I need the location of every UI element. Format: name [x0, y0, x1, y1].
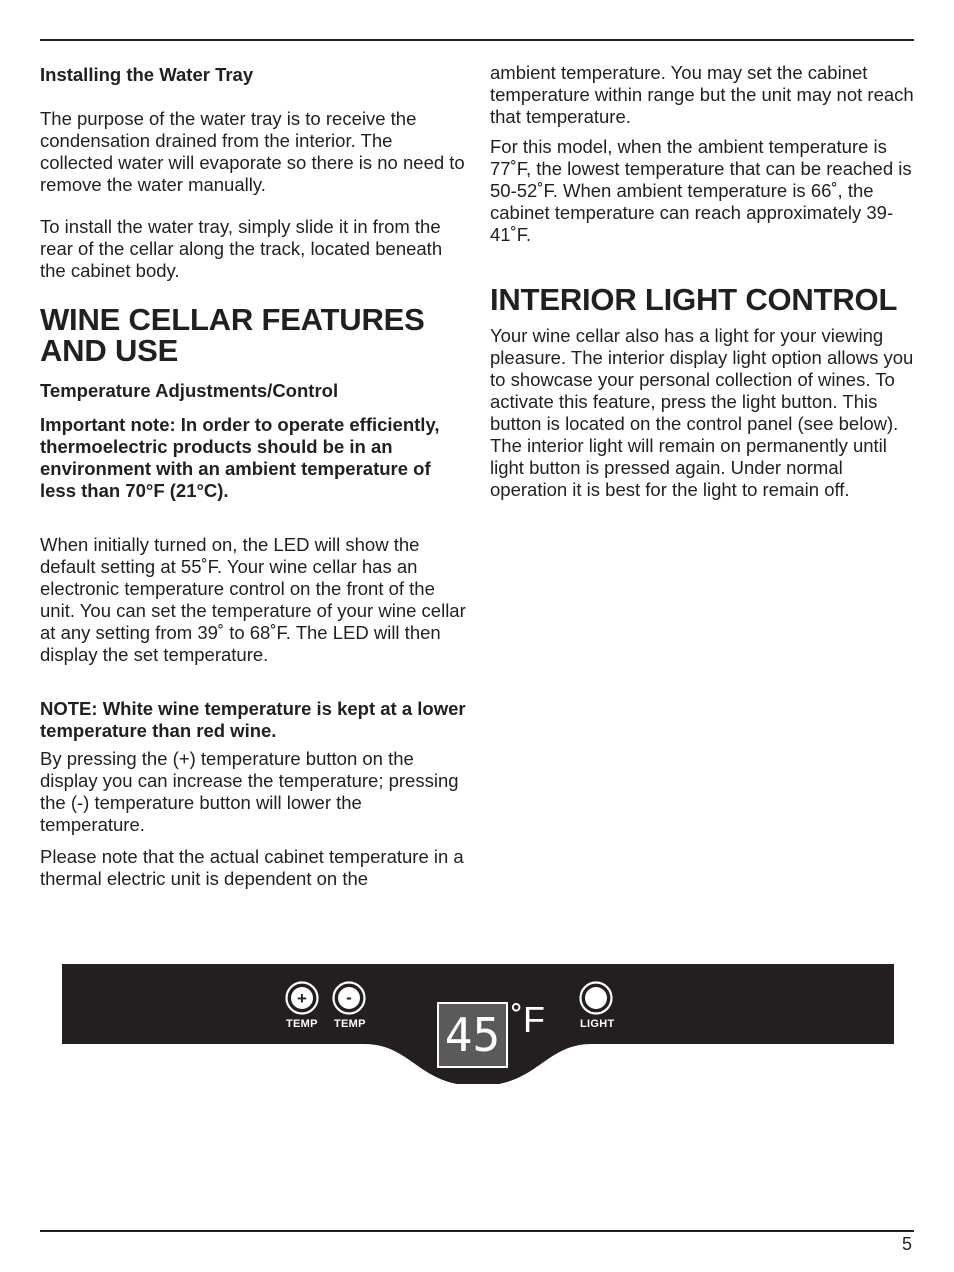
light-icon — [585, 987, 607, 1009]
unit-label: ˚F — [511, 999, 545, 1040]
minus-icon: - — [346, 988, 352, 1007]
please-note-paragraph: Please note that the actual cabinet temperature in a thermal electric unit is dependent on the — [40, 846, 464, 889]
tray-purpose-paragraph: The purpose of the water tray is to receive the condensation drained from the interior. The collected water will evaporate so there is no need to remove the water manually. — [40, 108, 465, 195]
page-number: 5 — [901, 1234, 912, 1254]
display-value: 45 — [444, 1008, 501, 1062]
temp-down-label: TEMP — [334, 1018, 366, 1030]
temp-down-button[interactable] — [334, 983, 365, 1014]
ambient-continued-paragraph: ambient temperature. You may set the cabinet temperature within range but the unit may not reach that temperature. — [490, 62, 914, 127]
white-wine-note: NOTE: White wine temperature is kept at a lower temperature than red wine. — [40, 698, 466, 741]
control-panel-illustration — [62, 964, 894, 1084]
left-column — [40, 62, 470, 890]
tray-install-paragraph: To install the water tray, simply slide it in from the rear of the cellar along the track, located beneath the cabinet body. — [40, 216, 443, 281]
light-label: LIGHT — [580, 1018, 615, 1030]
led-display — [438, 1003, 507, 1067]
light-heading: INTERIOR LIGHT CONTROL — [490, 282, 898, 317]
right-column — [490, 62, 914, 501]
temp-up-button[interactable] — [287, 983, 318, 1014]
features-heading — [40, 304, 470, 366]
temperature-subheading: Temperature Adjustments/Control — [40, 380, 339, 401]
pressing-paragraph: By pressing the (+) temperature button on the display you can increase the temperature; pressing the (-) temperature button will lower the temperature. — [40, 748, 459, 835]
bottom-rule — [40, 1230, 914, 1232]
important-note: Important note: In order to operate efficiently, thermoelectric products should be in an environment with an ambient temperature of less than 70°F (21°C). — [40, 414, 440, 501]
control-panel-graphic — [62, 964, 894, 1084]
plus-icon: + — [297, 989, 307, 1008]
light-button[interactable] — [581, 983, 612, 1014]
led-paragraph: When initially turned on, the LED will show the default setting at 55˚F. Your wine cellar has an electronic temperature control on the front of the unit. You can set the temperature of your wine cellar at any setting from 39˚ to 68˚F. The LED will then display the set temperature. — [40, 534, 466, 665]
features-heading-line2: AND USE — [40, 333, 179, 368]
light-paragraph: Your wine cellar also has a light for your viewing pleasure. The interior display light option allows you to showcase your personal collection of wines. To activate this feature, press the light button. This button is located on the control panel (see below). The interior light will remain on permanently until light button is pressed again. Under normal operation it is best for the light to remain off. — [490, 325, 914, 500]
features-heading-line1: WINE CELLAR FEATURES — [40, 302, 425, 337]
top-rule — [40, 39, 914, 41]
temp-up-label: TEMP — [286, 1018, 318, 1030]
installing-heading: Installing the Water Tray — [40, 64, 254, 85]
model-paragraph: For this model, when the ambient temperature is 77˚F, the lowest temperature that can be reached is 50-52˚F. When ambient temperature is 66˚, the cabinet temperature can reach approximately 39-41˚F. — [490, 136, 912, 245]
